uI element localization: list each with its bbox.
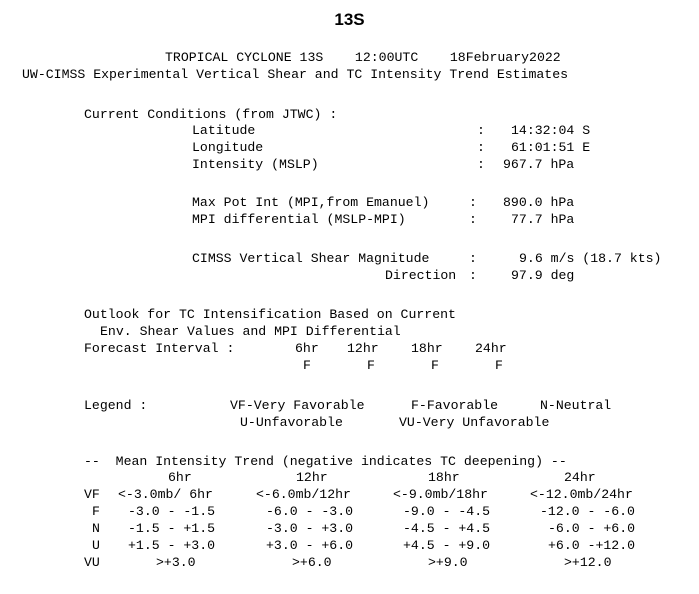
forecast-rating-18hr: F bbox=[431, 358, 439, 373]
shear-direction-sep: : bbox=[469, 268, 477, 283]
legend-label: Legend : bbox=[84, 398, 148, 413]
longitude-label: Longitude bbox=[192, 140, 264, 155]
legend-item-u: U-Unfavorable bbox=[240, 415, 343, 430]
mpi-sep: : bbox=[469, 195, 477, 210]
trend-col-18hr: 18hr bbox=[428, 470, 460, 485]
trend-cell: <-3.0mb/ 6hr bbox=[118, 487, 213, 502]
trend-col-12hr: 12hr bbox=[296, 470, 328, 485]
forecast-interval-18hr: 18hr bbox=[411, 341, 443, 356]
trend-cell: <-9.0mb/18hr bbox=[393, 487, 488, 502]
shear-direction-label: Direction bbox=[385, 268, 457, 283]
trend-col-24hr: 24hr bbox=[564, 470, 596, 485]
trend-cell: -3.0 - +3.0 bbox=[266, 521, 354, 536]
trend-cell: -9.0 - -4.5 bbox=[403, 504, 491, 519]
outlook-heading: Outlook for TC Intensification Based on Current bbox=[84, 307, 456, 322]
shear-magnitude-label: CIMSS Vertical Shear Magnitude bbox=[192, 251, 430, 266]
mpi-label: Max Pot Int (MPI,from Emanuel) bbox=[192, 195, 430, 210]
trend-cell: -3.0 - -1.5 bbox=[128, 504, 216, 519]
trend-cell: >+6.0 bbox=[292, 555, 332, 570]
trend-row-code: N bbox=[92, 521, 100, 536]
trend-cell: >+3.0 bbox=[156, 555, 196, 570]
trend-cell: -6.0 - -3.0 bbox=[266, 504, 354, 519]
trend-row-code: F bbox=[92, 504, 100, 519]
mpi-differential-label: MPI differential (MSLP-MPI) bbox=[192, 212, 406, 227]
shear-magnitude-value: 9.6 m/s (18.7 kts) bbox=[519, 251, 662, 266]
page-title: 13S bbox=[334, 10, 365, 29]
mpi-value: 890.0 hPa bbox=[503, 195, 575, 210]
legend-item-vu: VU-Very Unfavorable bbox=[399, 415, 550, 430]
legend-item-n: N-Neutral bbox=[540, 398, 612, 413]
intensity-label: Intensity (MSLP) bbox=[192, 157, 319, 172]
storm-header-line: TROPICAL CYCLONE 13S 12:00UTC 18February2022 bbox=[165, 50, 561, 65]
forecast-rating-24hr: F bbox=[495, 358, 503, 373]
mpi-differential-sep: : bbox=[469, 212, 477, 227]
trend-cell: -12.0 - -6.0 bbox=[540, 504, 635, 519]
legend-item-f: F-Favorable bbox=[411, 398, 499, 413]
shear-direction-value: 97.9 deg bbox=[511, 268, 575, 283]
trend-cell: +4.5 - +9.0 bbox=[403, 538, 491, 553]
trend-cell: +1.5 - +3.0 bbox=[128, 538, 216, 553]
outlook-subheading: Env. Shear Values and MPI Differential bbox=[100, 324, 401, 339]
intensity-sep: : bbox=[477, 157, 485, 172]
trend-cell: +6.0 -+12.0 bbox=[548, 538, 636, 553]
intensity-value: 967.7 hPa bbox=[503, 157, 575, 172]
trend-cell: -4.5 - +4.5 bbox=[403, 521, 491, 536]
trend-row-code: VU bbox=[84, 555, 100, 570]
trend-cell: +3.0 - +6.0 bbox=[266, 538, 354, 553]
forecast-interval-12hr: 12hr bbox=[347, 341, 379, 356]
latitude-sep: : bbox=[477, 123, 485, 138]
forecast-interval-24hr: 24hr bbox=[475, 341, 507, 356]
trend-col-6hr: 6hr bbox=[168, 470, 192, 485]
trend-table-heading: -- Mean Intensity Trend (negative indicates TC deepening) -- bbox=[84, 454, 567, 469]
longitude-value: 61:01:51 E bbox=[511, 140, 591, 155]
trend-cell: >+9.0 bbox=[428, 555, 468, 570]
report-subtitle: UW-CIMSS Experimental Vertical Shear and TC Intensity Trend Estimates bbox=[22, 67, 569, 82]
forecast-rating-12hr: F bbox=[367, 358, 375, 373]
forecast-interval-label: Forecast Interval : bbox=[84, 341, 235, 356]
trend-row-code: U bbox=[92, 538, 100, 553]
latitude-label: Latitude bbox=[192, 123, 256, 138]
trend-cell: -1.5 - +1.5 bbox=[128, 521, 216, 536]
current-conditions-heading: Current Conditions (from JTWC) : bbox=[84, 107, 338, 122]
forecast-interval-6hr: 6hr bbox=[295, 341, 319, 356]
forecast-rating-6hr: F bbox=[303, 358, 311, 373]
trend-cell: <-12.0mb/24hr bbox=[530, 487, 633, 502]
trend-cell: >+12.0 bbox=[564, 555, 612, 570]
shear-magnitude-sep: : bbox=[469, 251, 477, 266]
latitude-value: 14:32:04 S bbox=[511, 123, 591, 138]
trend-cell: <-6.0mb/12hr bbox=[256, 487, 351, 502]
longitude-sep: : bbox=[477, 140, 485, 155]
mpi-differential-value: 77.7 hPa bbox=[511, 212, 575, 227]
trend-cell: -6.0 - +6.0 bbox=[548, 521, 636, 536]
legend-item-vf: VF-Very Favorable bbox=[230, 398, 365, 413]
trend-row-code: VF bbox=[84, 487, 100, 502]
